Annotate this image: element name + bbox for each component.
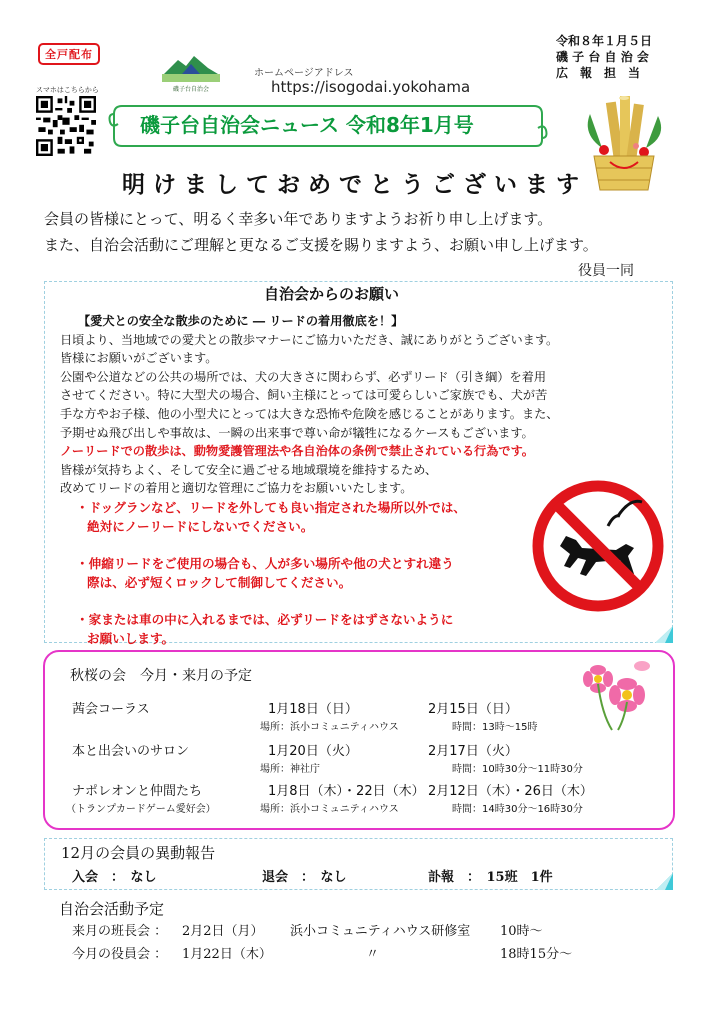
cosmos-club-title: 秋桜の会 今月・来月の予定 bbox=[70, 668, 252, 684]
bullet-item: ・家または車の中に入れるまでは、必ずリードをはずさないように お願いします。 bbox=[76, 612, 454, 646]
homepage-url-link[interactable]: https://isogodai.yokohama bbox=[271, 78, 471, 96]
request-line: 公園や公道などの公共の場所では、犬の大きさに関わらず、必ずリード（引き綱）を着用 bbox=[60, 369, 547, 384]
request-heading: 【愛犬との安全な散歩のために ― リードの着用徹底を！】 bbox=[78, 314, 404, 328]
issue-date: 令和８年１月５日 bbox=[556, 34, 653, 48]
page-fold-decoration bbox=[655, 626, 673, 643]
newsletter-title: 磯子台自治会ニュース 令和8年1月号 bbox=[140, 113, 474, 137]
greeting-signature: 役員一同 bbox=[578, 263, 634, 279]
greeting-line-2: また、自治会活動にご理解と更なるご支援を賜りますよう、お願い申し上げます。 bbox=[44, 236, 598, 254]
membership-changes-title: 12月の会員の異動報告 bbox=[61, 844, 216, 862]
homepage-label: ホームページアドレス bbox=[254, 68, 354, 79]
request-section-title: 自治会からのお願い bbox=[264, 285, 400, 303]
distribution-badge: 全戸配布 bbox=[38, 43, 100, 65]
request-closing: 皆様が気持ちよく、そして安全に過ごせる地域環境を維持するため、 bbox=[60, 462, 438, 477]
qr-code-icon[interactable] bbox=[36, 96, 96, 156]
request-line: 手な方やお子様、他の小型犬にとっては大きな恐怖や危険を感じることがあります。また、 bbox=[60, 406, 559, 421]
request-line: させてください。特に大型犬の場合、飼い主様にとっては可愛らしいご家族でも、犬が苦 bbox=[60, 388, 548, 403]
request-warning: ノーリードでの散歩は、動物愛護管理法や各自治体の条例で禁止されている行為です。 bbox=[60, 444, 534, 459]
request-line: 皆様にお願いがございます。 bbox=[60, 351, 218, 366]
issue-info bbox=[556, 33, 652, 81]
new-year-greeting-title: 明けましておめでとうございます bbox=[122, 171, 587, 198]
request-bullets bbox=[76, 498, 536, 648]
association-logo bbox=[160, 50, 222, 94]
logo-text: 磯子台自治会 bbox=[172, 86, 210, 93]
qr-caption: スマホはこちらから bbox=[36, 86, 99, 94]
request-body bbox=[60, 312, 680, 498]
bullet-item: ・ドッグランなど、リードを外しても良い指定された場所以外では、 絶対にノーリードにしないでください。 bbox=[76, 500, 466, 534]
new-members: 入会 ： なし bbox=[72, 870, 157, 885]
kadomatsu-illustration bbox=[580, 94, 668, 194]
cosmos-flower-illustration bbox=[572, 654, 660, 732]
request-line: 日頃より、当地域での愛犬との散歩マナーにご協力いただき、誠にありがとうございます。 bbox=[60, 332, 559, 347]
greeting-line-1: 会員の皆様にとって、明るく幸多い年でありますようお祈り申し上げます。 bbox=[44, 210, 553, 228]
obituary-notice: 訃報 ： 15班 1件 bbox=[428, 870, 553, 885]
bullet-item: ・伸縮リードをご使用の場合も、人が多い場所や他の犬とすれ違う 際は、必ず短くロックして制御してください。 bbox=[76, 556, 454, 590]
request-closing: 改めてリードの着用と適切な管理にご協力をお願いいたします。 bbox=[60, 481, 413, 496]
withdrawn-members: 退会 ： なし bbox=[262, 870, 347, 885]
no-unleashed-dog-icon bbox=[530, 478, 666, 614]
issuer-role: 広 報 担 当 bbox=[556, 66, 641, 80]
page-fold-decoration bbox=[656, 873, 673, 890]
activity-schedule-title: 自治会活動予定 bbox=[59, 900, 165, 918]
issuer-name: 磯 子 台 自 治 会 bbox=[556, 50, 649, 64]
request-line: 予期せぬ飛び出しや事故は、一瞬の出来事で尊い命が犠牲になるケースもございます。 bbox=[60, 425, 534, 440]
